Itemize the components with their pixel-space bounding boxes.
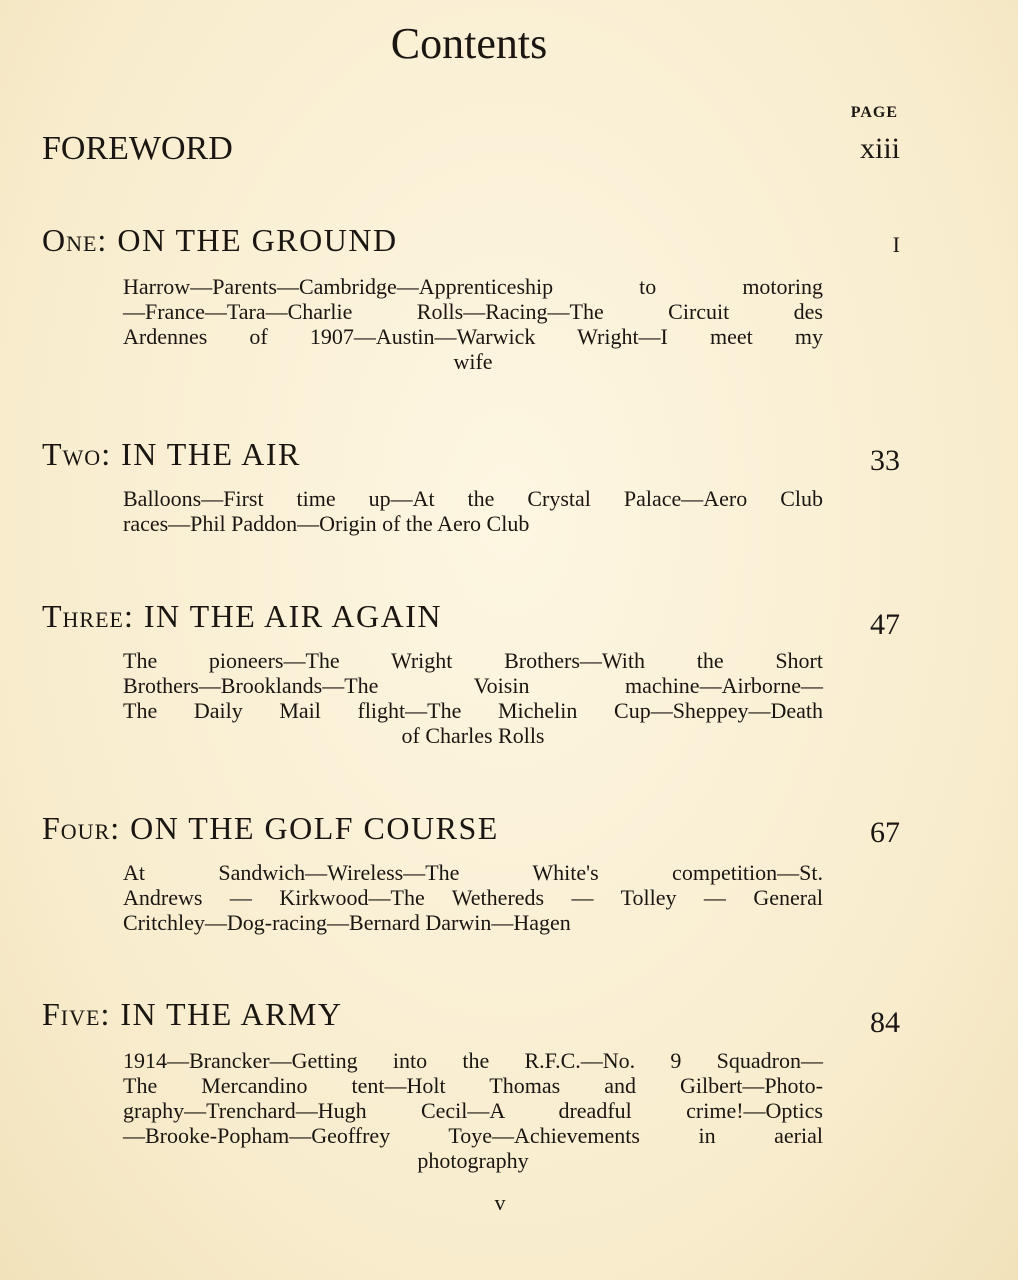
summary-line: Brothers—Brooklands—The Voisin machine—Airborne— bbox=[123, 673, 823, 698]
chapter-page-number: 67 bbox=[870, 816, 900, 849]
summary-line: Harrow—Parents—Cambridge—Apprenticeship to motoring bbox=[123, 274, 823, 299]
chapter-heading bbox=[42, 810, 499, 847]
chapter-title: ON THE GROUND bbox=[117, 222, 398, 258]
page-column-header: PAGE bbox=[850, 104, 898, 121]
summary-line: photography bbox=[417, 1148, 529, 1173]
summary-line: Balloons—First time up—At the Crystal Palace—Aero Club bbox=[123, 486, 823, 511]
chapter-page-number: 33 bbox=[870, 444, 900, 477]
summary-line: The Daily Mail flight—The Michelin Cup—Sheppey—Death bbox=[123, 698, 823, 723]
chapter-page-number: 84 bbox=[870, 1006, 900, 1039]
summary-line: —France—Tara—Charlie Rolls—Racing—The Circuit des bbox=[123, 299, 823, 324]
summary-line: At Sandwich—Wireless—The White's competition—St. bbox=[123, 860, 823, 885]
chapter-heading bbox=[42, 996, 342, 1033]
chapter-number: Three: bbox=[42, 598, 134, 634]
chapter-heading bbox=[42, 436, 301, 473]
chapter-number: One: bbox=[42, 222, 108, 258]
summary-line: The Mercandino tent—Holt Thomas and Gilbert—Photo- bbox=[123, 1073, 823, 1098]
summary-line: Critchley—Dog-racing—Bernard Darwin—Hagen bbox=[123, 910, 571, 935]
page-folio: v bbox=[494, 1190, 506, 1215]
summary-line: —Brooke-Popham—Geoffrey Toye—Achievements in aerial bbox=[123, 1123, 823, 1148]
chapter-title: ON THE GOLF COURSE bbox=[130, 810, 499, 846]
chapter-title: IN THE AIR AGAIN bbox=[143, 598, 442, 634]
chapter-number: Four: bbox=[42, 810, 121, 846]
chapter-title: IN THE AIR bbox=[121, 436, 301, 472]
summary-line: races—Phil Paddon—Origin of the Aero Club bbox=[123, 511, 530, 536]
chapter-summary bbox=[123, 648, 823, 748]
chapter-summary bbox=[123, 860, 823, 935]
summary-line: The pioneers—The Wright Brothers—With the Short bbox=[123, 648, 823, 673]
summary-line: Andrews — Kirkwood—The Wethereds — Tolley — General bbox=[123, 885, 823, 910]
foreword-page-number: xiii bbox=[859, 132, 900, 165]
chapter-page-number: 47 bbox=[870, 608, 900, 641]
chapter-number: Five: bbox=[42, 996, 111, 1032]
chapter-heading bbox=[42, 222, 398, 259]
summary-line: of Charles Rolls bbox=[401, 723, 545, 748]
summary-line: graphy—Trenchard—Hugh Cecil—A dreadful crime!—Optics bbox=[123, 1098, 823, 1123]
chapter-title: IN THE ARMY bbox=[120, 996, 343, 1032]
page-title: Contents bbox=[390, 19, 548, 68]
chapter-number: Two: bbox=[42, 436, 112, 472]
chapter-heading bbox=[42, 598, 442, 635]
chapter-summary bbox=[123, 1048, 823, 1173]
summary-line: wife bbox=[453, 349, 493, 374]
summary-line: Ardennes of 1907—Austin—Warwick Wright—I meet my bbox=[123, 324, 823, 349]
chapter-summary bbox=[123, 274, 823, 374]
chapter-summary bbox=[123, 486, 823, 536]
foreword-entry: FOREWORD bbox=[42, 130, 233, 167]
chapter-page-number: I bbox=[892, 232, 900, 257]
summary-line: 1914—Brancker—Getting into the R.F.C.—No. 9 Squadron— bbox=[123, 1048, 823, 1073]
